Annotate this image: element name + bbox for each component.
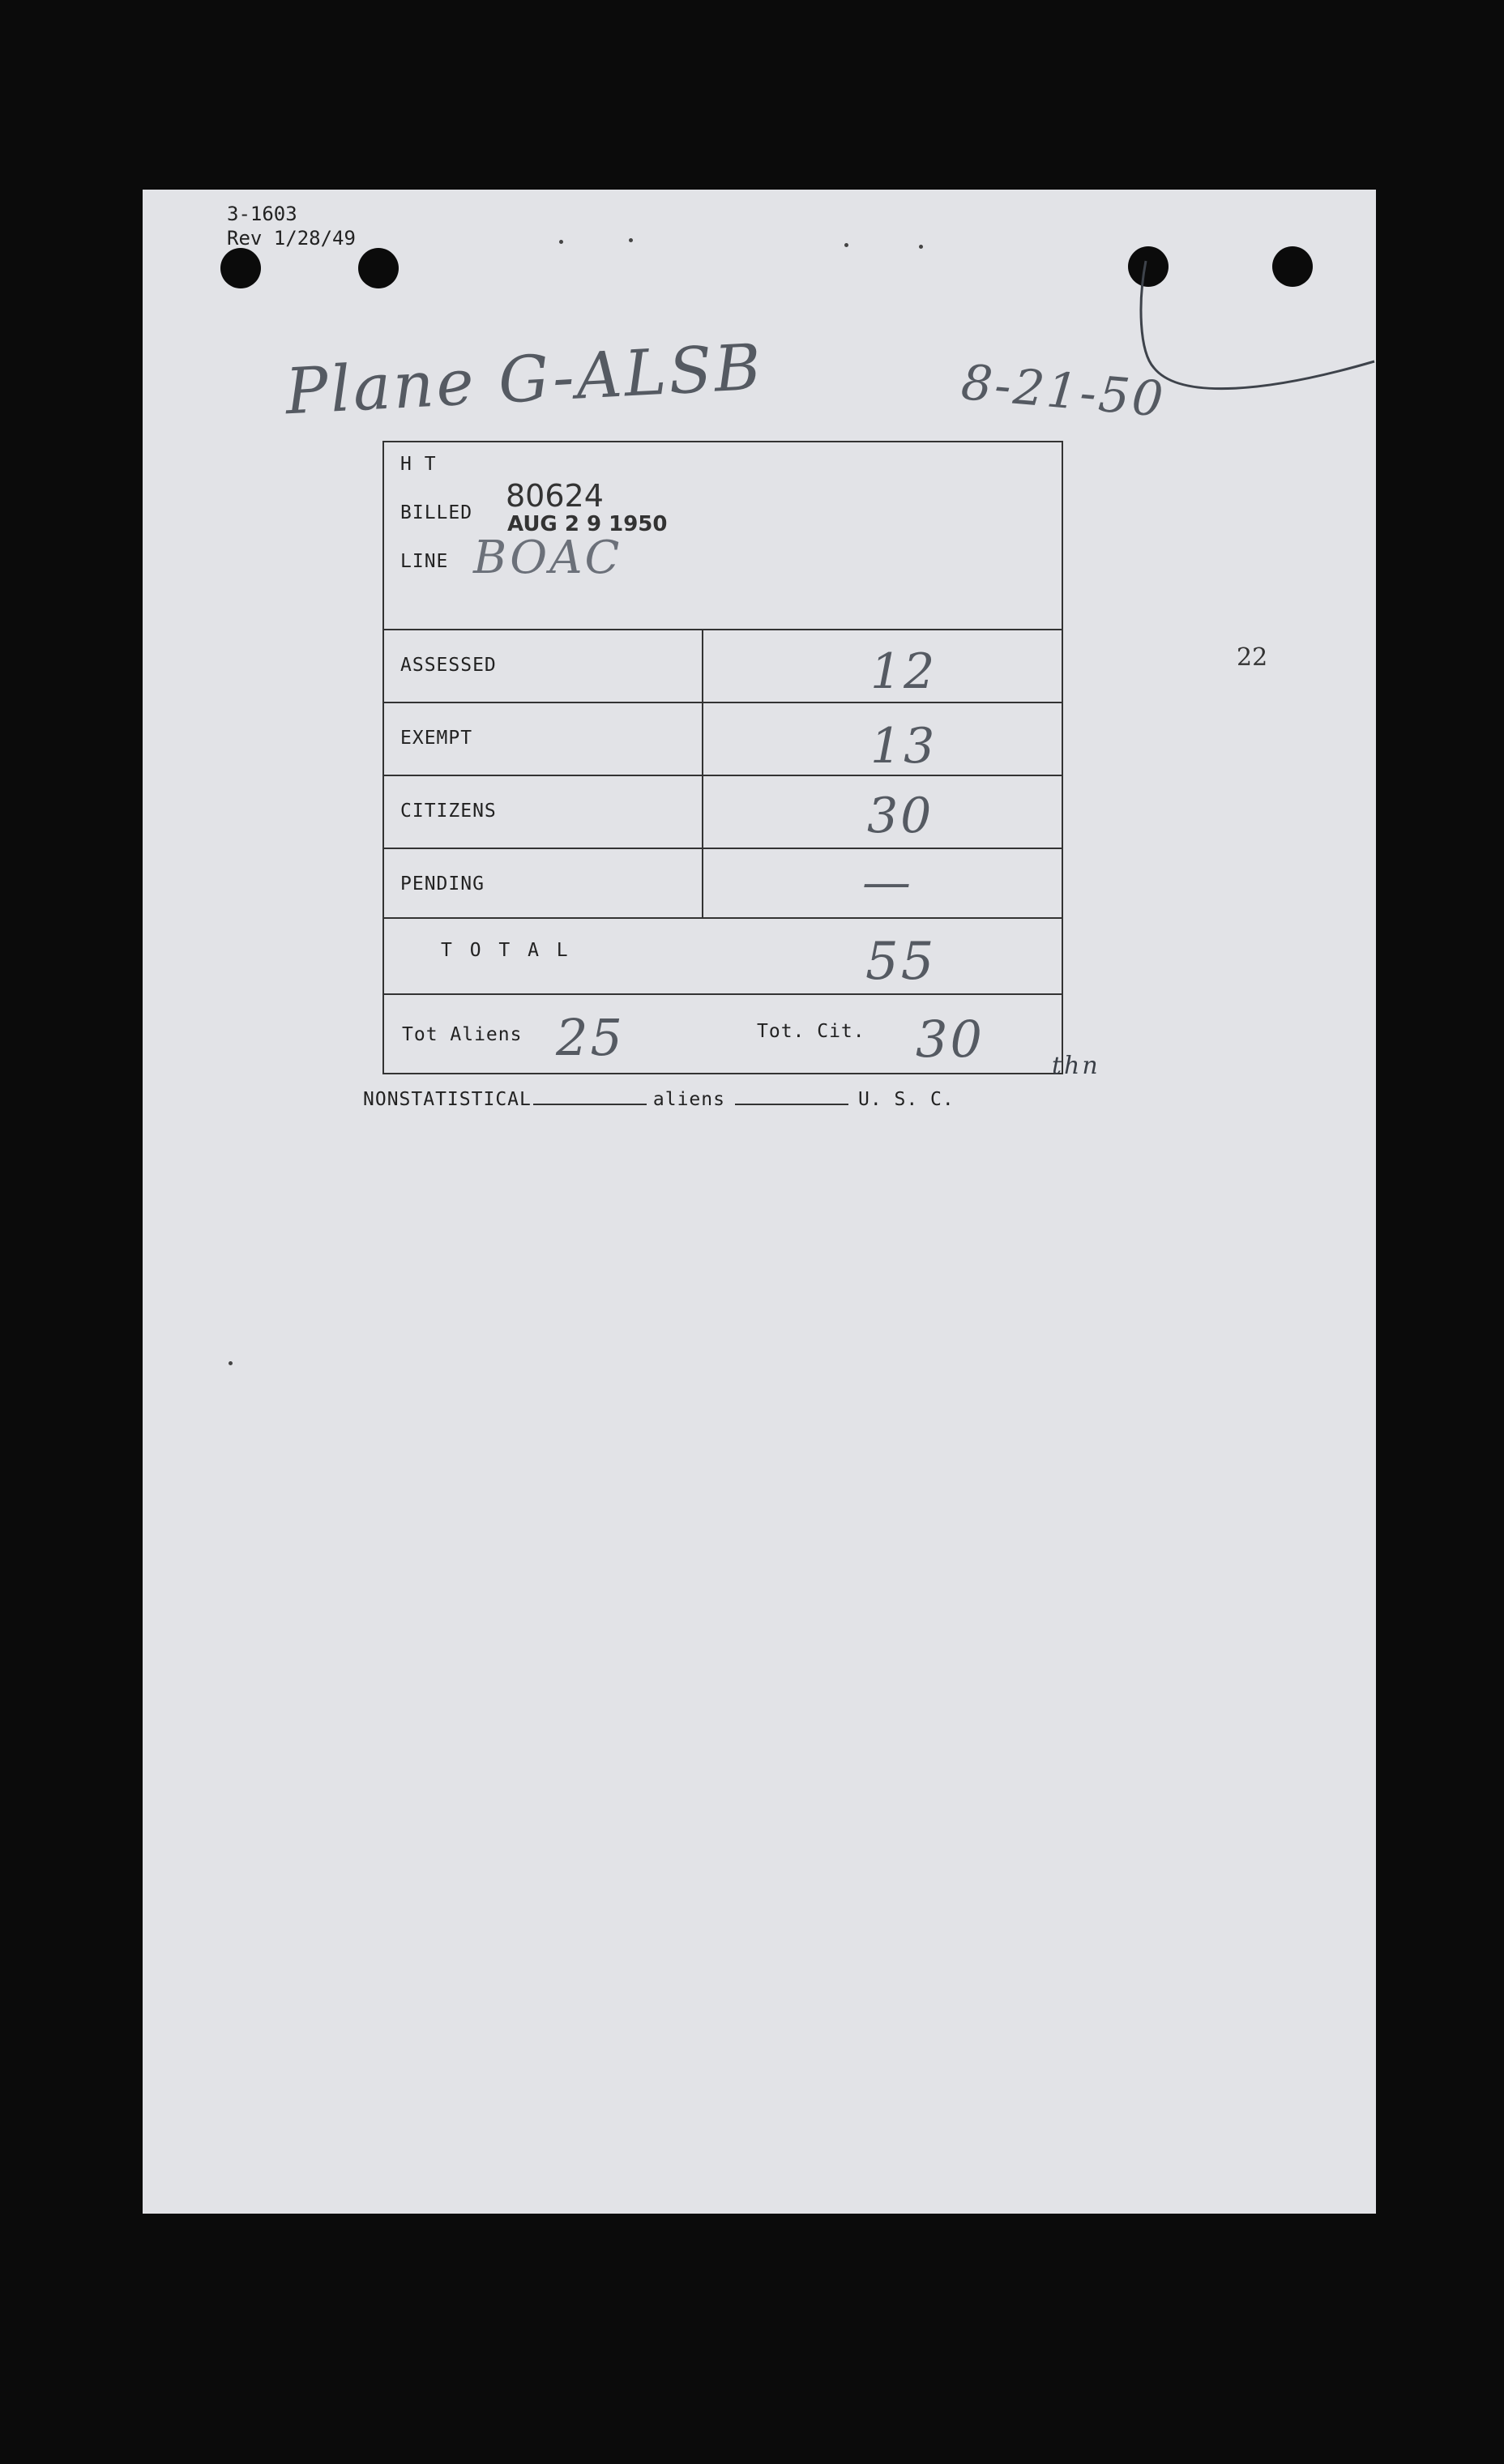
column-divider — [702, 629, 703, 917]
divider — [384, 993, 1062, 995]
divider — [384, 702, 1062, 703]
handwritten-initials: thn — [1052, 1052, 1100, 1080]
hotel-tax-form — [382, 441, 1063, 1074]
punch-hole — [358, 248, 399, 288]
line-label: LINE — [400, 551, 449, 572]
tot-cit-label: Tot. Cit. — [757, 1021, 865, 1042]
speck — [559, 240, 563, 244]
handwritten-plane: Plane G-ALSB — [284, 331, 766, 429]
citizens-value: 30 — [867, 788, 934, 844]
aliens-label: aliens — [652, 1089, 725, 1110]
billed-stamp-date: AUG 2 9 1950 — [507, 512, 668, 536]
total-value: 55 — [865, 932, 937, 992]
divider — [384, 917, 1062, 919]
speck — [629, 238, 633, 242]
speck — [919, 245, 923, 249]
document-page — [143, 190, 1376, 2214]
tot-aliens-label: Tot Aliens — [402, 1024, 523, 1045]
punch-hole — [220, 248, 261, 288]
divider — [384, 848, 1062, 849]
total-label: T O T A L — [441, 940, 571, 961]
assessed-label: ASSESSED — [400, 655, 497, 676]
ht-label: H T — [400, 454, 437, 475]
exempt-value: 13 — [870, 718, 938, 775]
nonstatistical-line — [363, 1089, 955, 1110]
citizens-label: CITIZENS — [400, 801, 497, 822]
form-number: 3-1603 — [227, 203, 297, 225]
usc-label: U. S. C. — [857, 1089, 955, 1110]
pen-stroke — [1131, 254, 1376, 416]
handwritten-date: 8-21-50 — [959, 354, 1168, 429]
handwritten-line: BOAC — [473, 532, 622, 584]
tot-cit-value: 30 — [916, 1010, 985, 1069]
pending-value: — — [862, 854, 913, 911]
form-revision: Rev 1/28/49 — [227, 227, 356, 250]
exempt-label: EXEMPT — [400, 728, 473, 749]
blank-line — [533, 1104, 647, 1105]
divider — [384, 775, 1062, 776]
speck — [844, 243, 848, 247]
divider — [384, 629, 1062, 630]
page-number: 22 — [1237, 643, 1268, 672]
assessed-value: 12 — [870, 643, 938, 700]
billed-stamp-number: 80624 — [506, 478, 604, 514]
nonstatistical-label: NONSTATISTICAL — [363, 1089, 532, 1110]
billed-label: BILLED — [400, 502, 473, 523]
tot-aliens-value: 25 — [556, 1008, 625, 1067]
pending-label: PENDING — [400, 873, 485, 895]
blank-line — [735, 1104, 848, 1105]
speck — [229, 1361, 233, 1365]
